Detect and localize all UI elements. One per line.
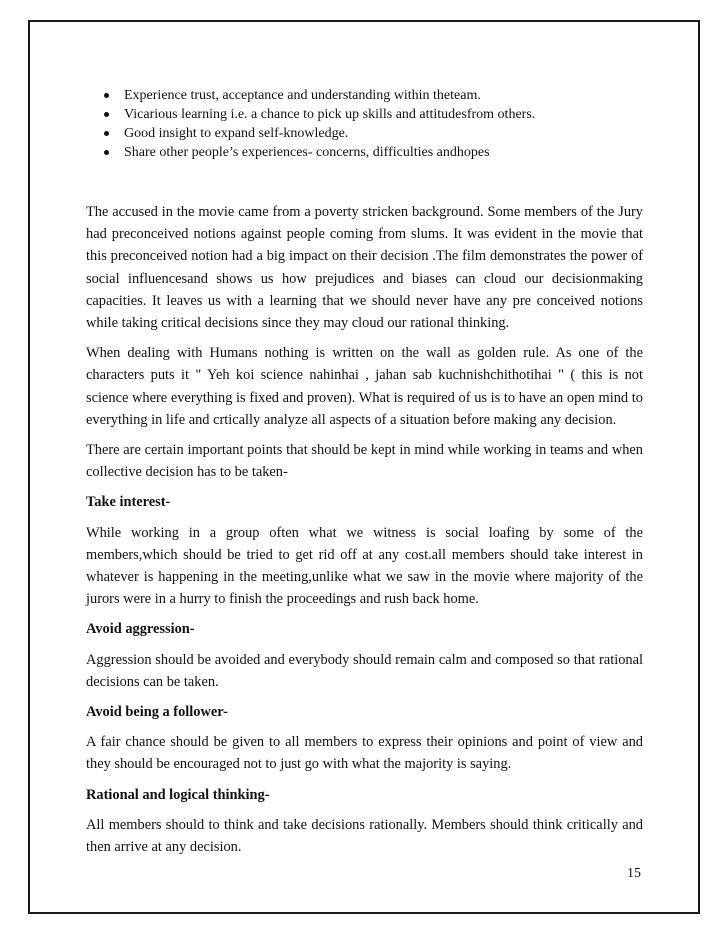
paragraph-avoid-being-follower: A fair chance should be given to all members to express their opinions and point of view and they should be encouraged not to just go with what the majority is saying. (86, 734, 643, 773)
paragraph-humans-golden-rule: When dealing with Humans nothing is written on the wall as golden rule. As one of the characters puts it " Yeh koi science nahinhai , jahan sab kuchnishchithotihai " ( this is not science where everything is fixed and proven). What is required of us is to have an open mind to everything in life and crtically analyze all aspects of a situation before making any decision. (86, 345, 643, 428)
bullet-text: Vicarious learning i.e. a chance to pick up skills and attitudesfrom others. (124, 107, 536, 122)
bullet-text: Experience trust, acceptance and understanding within theteam. (124, 88, 481, 103)
document-body (86, 201, 643, 866)
paragraph-rational-thinking: All members should to think and take decisions rationally. Members should think critically and then arrive at any decision. (86, 816, 643, 856)
paragraph-take-interest: While working in a group often what we witness is social loafing by some of the members,which should be tried to get rid off at any cost.all members should take interest in whatever is happening in the meeting,unlike what we saw in the movie where majority of the jurors were in a hurry to finish the proceedings and rush back home. (86, 524, 643, 608)
bullet-list (96, 86, 535, 162)
list-item (96, 143, 535, 162)
heading-take-interest: Take interest- (86, 494, 171, 511)
heading-rational-thinking: Rational and logical thinking- (86, 786, 270, 803)
list-item (96, 124, 535, 143)
heading-avoid-aggression: Avoid aggression- (86, 621, 195, 638)
list-item (96, 105, 535, 124)
list-item (96, 86, 535, 105)
bullet-icon (104, 150, 109, 155)
page-number: 15 (627, 866, 641, 881)
bullet-icon (104, 112, 109, 117)
bullet-text: Good insight to expand self-knowledge. (124, 126, 349, 141)
paragraph-team-points-intro: There are certain important points that should be kept in mind while working in teams and when collective decision has to be taken- (86, 442, 643, 481)
bullet-text: Share other people’s experiences- concerns, difficulties andhopes (124, 145, 490, 160)
paragraph-poverty-background: The accused in the movie came from a poverty stricken background. Some members of the Jury had preconceived notions against people coming from slums. It was evident in the movie that this preconceived notion had a big impact on their decision .The film demonstrates the power of social influencesand shows us how prejudices and biases can cloud our decisionmaking capacities. It leaves us with a learning that we should never have any pre conceived notions while taking critical decisions since they may cloud our rational thinking. (86, 204, 643, 332)
heading-avoid-being-follower: Avoid being a follower- (86, 704, 228, 721)
bullet-icon (104, 93, 109, 98)
paragraph-avoid-aggression: Aggression should be avoided and everybody should remain calm and composed so that rational decisions can be taken. (86, 651, 643, 690)
bullet-icon (104, 131, 109, 136)
